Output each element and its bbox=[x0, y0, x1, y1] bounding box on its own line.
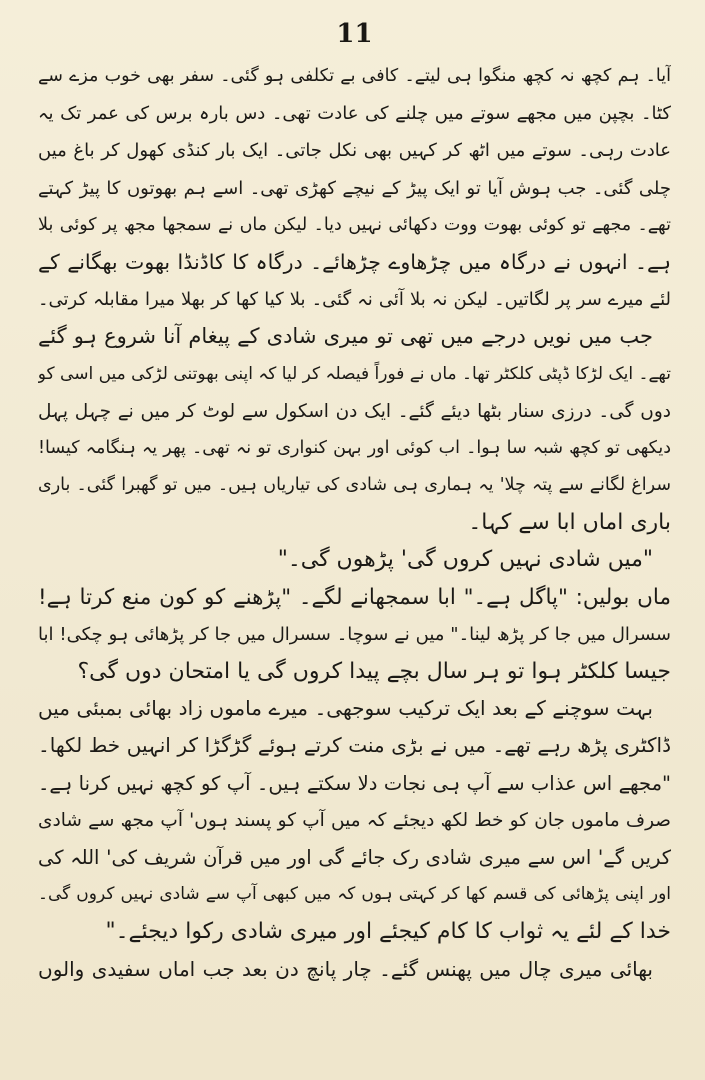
text-line: جیسا کلکٹر ہوا تو ہر سال بچے پیدا کروں گی یا امتحان دوں گی؟ bbox=[77, 659, 671, 684]
text-line: عادت رہی۔ سوتے میں اٹھ کر کہیں بھی نکل جاتی۔ ایک بار کنڈی کھول کر باغ میں bbox=[38, 140, 671, 162]
text-line: "مجھے اس عذاب سے آپ ہی نجات دلا سکتے ہیں۔ آپ کو کچھ نہیں کرنا ہے۔ bbox=[38, 771, 671, 795]
text-line: صرف ماموں جان کو خط لکھ دیجئے کہ میں آپ کو پسند ہوں' آپ مجھ سے شادی bbox=[38, 809, 671, 831]
text-line: ڈاکٹری پڑھ رہے تھے۔ میں نے بڑی منت کرتے ہوئے گڑگڑا کر انہیں خط لکھا۔ bbox=[38, 733, 671, 758]
page-text bbox=[38, 58, 671, 988]
text-line: بہت سوچنے کے بعد ایک ترکیب سوجھی۔ میرے ماموں زاد بھائی بمبئی میں bbox=[38, 696, 653, 721]
page-number: 11 bbox=[336, 19, 373, 49]
text-line: سسرال میں جا کر پڑھ لینا۔" میں نے سوچا۔ سسرال میں جا کر پڑھائی ہو چکی! ابا bbox=[38, 623, 671, 645]
text-line: چلی گئی۔ جب ہوش آیا تو ایک پیڑ کے نیچے کھڑی تھی۔ اسے ہم بھوتوں کا پیڑ کہتے bbox=[38, 177, 671, 199]
text-line: آیا۔ ہم کچھ نہ کچھ منگوا ہی لیتے۔ کافی بے تکلفی ہو گئی۔ سفر بھی خوب مزے سے bbox=[38, 66, 671, 86]
text-line: ماں بولیں: "پاگل ہے۔" ابا سمجھانے لگے۔ "پڑھنے کو کون منع کرتا ہے! bbox=[38, 584, 671, 610]
text-line: دیکھی تو کچھ شبہ سا ہوا۔ اب کوئی اور بہن کنواری تو نہ تھی۔ پھر یہ ہنگامہ کیسا! bbox=[38, 437, 671, 458]
text-line: کریں گے' اس سے میری شادی رک جائے گی اور میں قرآن شریف کی' اللہ کی bbox=[38, 845, 671, 869]
text-line: دوں گی۔ درزی سنار بٹھا دیئے گئے۔ ایک دن اسکول سے لوٹ کر میں نے چہل پہل bbox=[38, 400, 671, 422]
text-line: جب میں نویں درجے میں تھی تو میری شادی کے پیغام آنا شروع ہو گئے bbox=[38, 324, 653, 349]
text-line: بھائی میری چال میں پھنس گئے۔ چار پانچ دن بعد جب اماں سفیدی والوں bbox=[38, 956, 653, 981]
text-line: باری اماں ابا سے کہا۔ bbox=[468, 510, 671, 536]
text-line: تھے۔ مجھے تو کوئی بھوت ووت دکھائی نہیں دیا۔ لیکن ماں نے سمجھا مجھ پر کوئی بلا bbox=[38, 214, 671, 235]
text-line: "میں شادی نہیں کروں گی' پڑھوں گی۔" bbox=[277, 547, 653, 573]
text-line: سراغ لگانے سے پتہ چلا' یہ ہماری ہی شادی کی تیاریاں ہیں۔ میں تو گھبرا گئی۔ باری bbox=[38, 475, 671, 496]
text-line: ہے۔ انہوں نے درگاہ میں چڑھاوے چڑھائے۔ درگاہ کا کاڈنڈا بھوت بھگانے کے bbox=[38, 249, 671, 274]
text-line: خدا کے لئے یہ ثواب کا کام کیجئے اور میری شادی رکوا دیجئے۔" bbox=[105, 919, 671, 945]
text-line: تھے۔ ایک لڑکا ڈپٹی کلکٹر تھا۔ ماں نے فوراً فیصلہ کر لیا کہ اپنی بھوتنی لڑکی میں اسی کو bbox=[38, 363, 671, 384]
text-line: لئے میرے سر پر لگاتیں۔ لیکن نہ بلا آئی نہ گئی۔ بلا کیا کھا کر بھلا میرا مقابلہ کرتی۔ bbox=[38, 289, 671, 311]
text-line: اور اپنی پڑھائی کی قسم کھا کر کہتی ہوں کہ میں کبھی آپ سے شادی نہیں کروں گی۔ bbox=[38, 884, 671, 905]
text-line: کٹا۔ بچپن میں مجھے سوتے میں چلنے کی عادت تھی۔ دس بارہ برس کی عمر تک یہ bbox=[38, 103, 671, 125]
